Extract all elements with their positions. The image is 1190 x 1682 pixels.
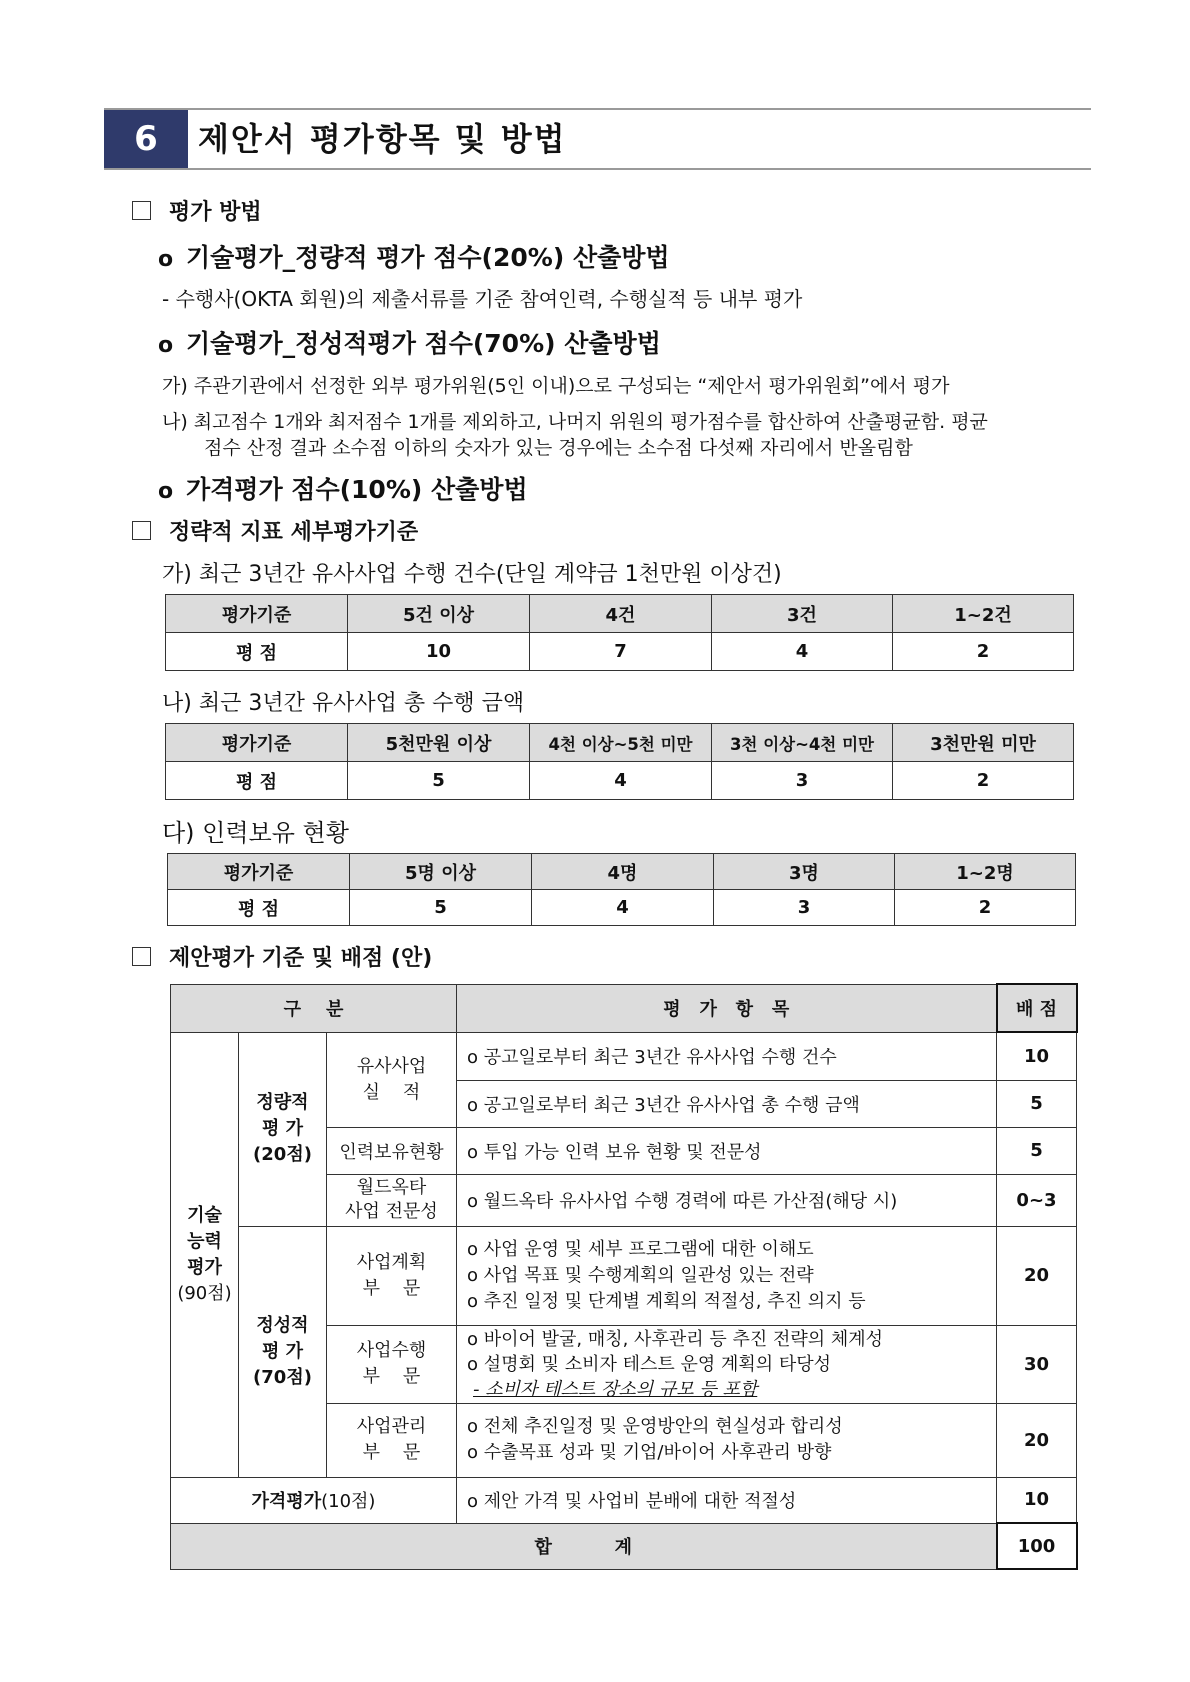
heading-method: 평가 방법 xyxy=(132,195,262,226)
header-bottom-rule xyxy=(104,168,1091,170)
t2-caption: 나) 최근 3년간 유사사업 총 수행 금액 xyxy=(162,691,525,716)
row-label: 월드옥타 xyxy=(356,1177,427,1198)
row-label: 부 문 xyxy=(362,1442,421,1463)
item-cell: o 투입 가능 인력 보유 현황 및 전문성 xyxy=(457,1127,997,1174)
col-header-score: 배 점 xyxy=(997,984,1077,1032)
row-label: 사업수행 xyxy=(356,1340,427,1361)
table-staff xyxy=(167,853,1076,926)
row-label: 유사사업 xyxy=(356,1055,427,1077)
table-cell: 2 xyxy=(893,633,1074,671)
row-label: 부 문 xyxy=(362,1277,421,1299)
score-cell: 20 xyxy=(997,1403,1077,1477)
quant-label: 정량적 xyxy=(256,1092,309,1113)
heading-indicators: 정략적 지표 세부평가기준 xyxy=(132,515,418,546)
quant-title-text: 기술평가_정량적 평가 점수(20%) 산출방법 xyxy=(186,243,670,272)
table-header-cell: 4건 xyxy=(530,595,712,633)
item-line: o 사업 목표 및 수행계획의 일관성 있는 전략 xyxy=(467,1264,814,1286)
quant-group-cell xyxy=(239,1032,327,1226)
qual-title xyxy=(158,324,661,360)
table-proposal-scoring xyxy=(170,983,1078,1570)
t1-caption: 가) 최근 3년간 유사사업 수행 건수(단일 계약금 1천만원 이상건) xyxy=(162,562,782,587)
table-header-cell: 5건 이상 xyxy=(348,595,530,633)
item-cell xyxy=(457,1226,997,1325)
table-header-cell: 4천 이상~5천 미만 xyxy=(530,724,712,762)
table-cell: 10 xyxy=(348,633,530,671)
total-score-cell: 100 xyxy=(997,1523,1077,1569)
item-line: o 바이어 발굴, 매칭, 사후관리 등 추진 전략의 체계성 xyxy=(467,1328,883,1350)
price-title xyxy=(158,470,528,506)
item-line: o 설명회 및 소비자 테스트 운영 계획의 타당성 xyxy=(467,1353,832,1375)
score-cell: 10 xyxy=(997,1032,1077,1080)
table-header-cell: 평가기준 xyxy=(166,724,348,762)
tech-label: 평가 xyxy=(187,1256,222,1278)
row-label: 사업계획 xyxy=(356,1251,427,1273)
table-cell: 평 점 xyxy=(168,890,350,926)
bullet-circle-icon: o xyxy=(158,333,174,358)
table-header-cell: 3천 이상~4천 미만 xyxy=(712,724,893,762)
t3-caption: 다) 인력보유 현황 xyxy=(162,819,349,847)
score-cell: 30 xyxy=(997,1325,1077,1403)
table-cell: 3 xyxy=(714,890,895,926)
qual-label: 평 가 xyxy=(261,1340,304,1362)
table-cell: 4 xyxy=(712,633,893,671)
table-cell: 2 xyxy=(893,762,1074,800)
okta-label-cell xyxy=(327,1174,457,1226)
table-cell: 5 xyxy=(348,762,530,800)
quant-title xyxy=(158,238,670,274)
price-points: (10점) xyxy=(321,1491,376,1512)
table-cell: 평 점 xyxy=(166,633,348,671)
qual-points: (70점) xyxy=(253,1366,312,1388)
price-title-text: 가격평가 점수(10%) 산출방법 xyxy=(186,475,528,504)
table-header-cell: 평가기준 xyxy=(166,595,348,633)
col-header-category: 구 분 xyxy=(171,984,457,1032)
tech-group-cell xyxy=(171,1032,239,1477)
bullet-circle-icon: o xyxy=(158,247,174,272)
row-label: 부 문 xyxy=(362,1366,421,1387)
item-subline: - 소비자 테스트 장소의 규모 등 포함 xyxy=(473,1378,758,1400)
item-line: o 수출목표 성과 및 기업/바이어 사후관리 방향 xyxy=(467,1442,832,1463)
table-cell: 3 xyxy=(712,762,893,800)
table-cell: 2 xyxy=(895,890,1076,926)
item-cell: o 월드옥타 유사사업 수행 경력에 따른 가산점(해당 시) xyxy=(457,1174,997,1226)
row-label: 사업 전문성 xyxy=(345,1201,438,1222)
item-line: o 추진 일정 및 단계별 계획의 적절성, 추진 의지 등 xyxy=(467,1290,866,1312)
item-line: o 사업 운영 및 세부 프로그램에 대한 이해도 xyxy=(467,1238,814,1260)
total-label-cell: 합 계 xyxy=(171,1523,997,1569)
mgmt-label-cell xyxy=(327,1403,457,1477)
score-cell: 5 xyxy=(997,1127,1077,1174)
table-cell: 7 xyxy=(530,633,712,671)
score-cell: 5 xyxy=(997,1080,1077,1127)
tech-label: 기술 xyxy=(187,1204,222,1226)
table-header-cell: 5명 이상 xyxy=(350,854,532,890)
table-header-cell: 5천만원 이상 xyxy=(348,724,530,762)
table-cell: 평 점 xyxy=(166,762,348,800)
table-cell: 4 xyxy=(530,762,712,800)
table-case-count xyxy=(165,594,1074,671)
table-header-cell: 1~2명 xyxy=(895,854,1076,890)
item-cell: o 공고일로부터 최근 3년간 유사사업 총 수행 금액 xyxy=(457,1080,997,1127)
qual-item-a: 가) 주관기관에서 선정한 외부 평가위원(5인 이내)으로 구성되는 “제안서 평가위원회”에서 평가 xyxy=(162,375,950,397)
section-number: 6 xyxy=(104,110,188,168)
plan-label-cell xyxy=(327,1226,457,1325)
quant-points: (20점) xyxy=(253,1144,312,1165)
heading-proposal: 제안평가 기준 및 배점 (안) xyxy=(132,941,432,972)
table-header-cell: 1~2건 xyxy=(893,595,1074,633)
page-title: 제안서 평가항목 및 방법 xyxy=(198,120,567,158)
score-cell: 20 xyxy=(997,1226,1077,1325)
qual-item-b1: 나) 최고점수 1개와 최저점수 1개를 제외하고, 나머지 위원의 평가점수를 합산하여 산출평균함. 평균 xyxy=(162,411,988,433)
price-label: 가격평가 xyxy=(251,1491,322,1512)
table-cell: 5 xyxy=(350,890,532,926)
similar-label-cell xyxy=(327,1032,457,1127)
price-label-cell xyxy=(171,1477,457,1523)
score-cell: 10 xyxy=(997,1477,1077,1523)
score-cell: 0~3 xyxy=(997,1174,1077,1226)
quant-desc: - 수행사(OKTA 회원)의 제출서류를 기준 참여인력, 수행실적 등 내부 평가 xyxy=(162,287,803,311)
qual-title-text: 기술평가_정성적평가 점수(70%) 산출방법 xyxy=(186,329,661,358)
exec-label-cell xyxy=(327,1325,457,1403)
table-amount xyxy=(165,723,1074,800)
qual-group-cell xyxy=(239,1226,327,1477)
table-header-cell: 3명 xyxy=(714,854,895,890)
staff-label-cell: 인력보유현황 xyxy=(327,1127,457,1174)
table-header-cell: 3건 xyxy=(712,595,893,633)
table-header-cell: 평가기준 xyxy=(168,854,350,890)
qual-label: 정성적 xyxy=(256,1314,309,1336)
item-cell: o 공고일로부터 최근 3년간 유사사업 수행 건수 xyxy=(457,1032,997,1080)
col-header-items: 평 가 항 목 xyxy=(457,984,997,1032)
table-header-cell: 3천만원 미만 xyxy=(893,724,1074,762)
bullet-circle-icon: o xyxy=(158,479,174,504)
tech-points: (90점) xyxy=(177,1282,232,1304)
table-header-cell: 4명 xyxy=(532,854,714,890)
row-label: 사업관리 xyxy=(356,1416,427,1437)
tech-label: 능력 xyxy=(187,1230,222,1252)
item-cell: o 제안 가격 및 사업비 분배에 대한 적절성 xyxy=(457,1477,997,1523)
row-label: 실 적 xyxy=(362,1081,421,1103)
item-line: o 전체 추진일정 및 운영방안의 현실성과 합리성 xyxy=(467,1416,843,1437)
item-cell xyxy=(457,1403,997,1477)
quant-label: 평 가 xyxy=(261,1118,304,1139)
table-cell: 4 xyxy=(532,890,714,926)
item-cell xyxy=(457,1325,997,1403)
qual-item-b2: 점수 산정 결과 소수점 이하의 숫자가 있는 경우에는 소수점 다섯째 자리에서 반올림함 xyxy=(204,437,913,459)
